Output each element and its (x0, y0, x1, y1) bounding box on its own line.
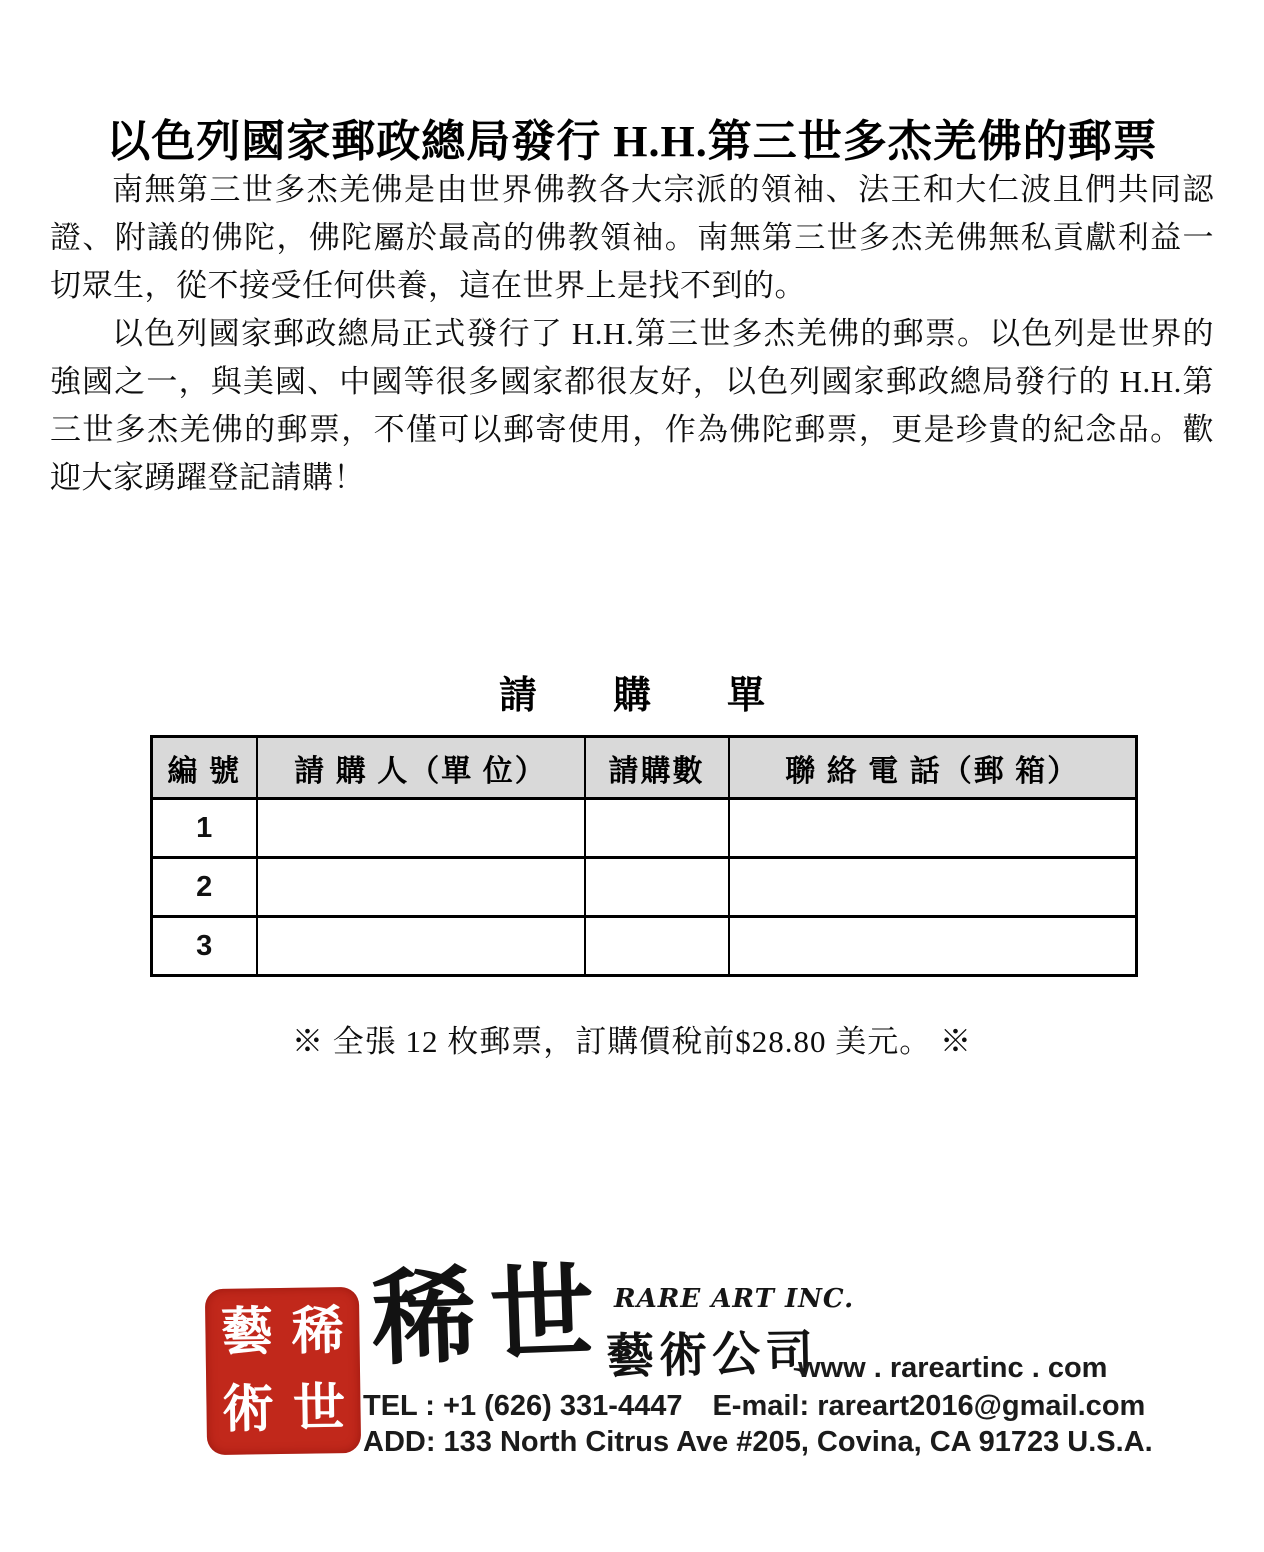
seal-character: 稀 (291, 1302, 345, 1361)
seal-character: 藝 (220, 1303, 274, 1362)
purchaser-cell (257, 858, 585, 917)
column-header-quantity: 請購數 (585, 737, 729, 799)
contact-cell (729, 858, 1137, 917)
paragraph-intro-buddha: 南無第三世多杰羌佛是由世界佛教各大宗派的領袖、法王和大仁波且們共同認證、附議的佛陀，佛陀屬於最高的佛教領袖。南無第三世多杰羌佛無私貢獻利益一切眾生，從不接受任何供養，這在世界上是找不到的。 (50, 172, 1214, 303)
seal-character: 術 (221, 1380, 275, 1439)
purchaser-cell (257, 917, 585, 976)
paragraph-stamp-issue: 以色列國家郵政總局正式發行了 H.H.第三世多杰羌佛的郵票。以色列是世界的強國之一，與美國、中國等很多國家都很友好，以色列國家郵政總局發行的 H.H.第三世多杰羌佛的郵票，不僅可以郵寄使用，作為佛陀郵票，更是珍貴的紀念品。歡迎大家踴躍登記請購！ (50, 316, 1214, 495)
contact-cell (729, 799, 1137, 858)
table-header-row (152, 737, 1137, 799)
row-number-cell: 2 (152, 858, 257, 917)
quantity-cell (585, 917, 729, 976)
contact-line (363, 1390, 1145, 1423)
quantity-cell (585, 858, 729, 917)
email-text: E-mail: rareart2016@gmail.com (712, 1390, 1146, 1422)
body-text (50, 166, 1214, 502)
order-form-table (150, 735, 1138, 977)
company-name-english: RARE ART INC. (614, 1284, 855, 1314)
row-number-cell: 1 (152, 799, 257, 858)
address-text: ADD: 133 North Citrus Ave #205, Covina, CA 91723 U.S.A. (363, 1426, 1153, 1458)
row-number-cell: 3 (152, 917, 257, 976)
column-header-number: 編 號 (152, 737, 257, 799)
company-name-chinese: 藝術公司 (605, 1325, 819, 1385)
purchaser-cell (257, 799, 585, 858)
quantity-cell (585, 799, 729, 858)
page-title: 以色列國家郵政總局發行 H.H.第三世多杰羌佛的郵票 (106, 117, 1158, 167)
contact-cell (729, 917, 1137, 976)
website-text: www . rareartinc . com (798, 1352, 1108, 1384)
table-row (152, 917, 1137, 976)
company-seal-stamp (205, 1287, 361, 1455)
table-row (152, 858, 1137, 917)
seal-character: 世 (292, 1379, 346, 1438)
price-note: ※ 全張 12 枚郵票，訂購價稅前$28.80 美元。 ※ (292, 1024, 972, 1059)
column-header-contact: 聯 絡 電 話（郵 箱） (729, 737, 1137, 799)
company-logo-calligraphy: 稀世 (369, 1248, 611, 1381)
column-header-purchaser: 請 購 人（單 位） (257, 737, 585, 799)
telephone-text: TEL : +1 (626) 331-4447 (363, 1390, 683, 1422)
table-row (152, 799, 1137, 858)
order-form-heading: 請 購 單 (498, 675, 765, 717)
